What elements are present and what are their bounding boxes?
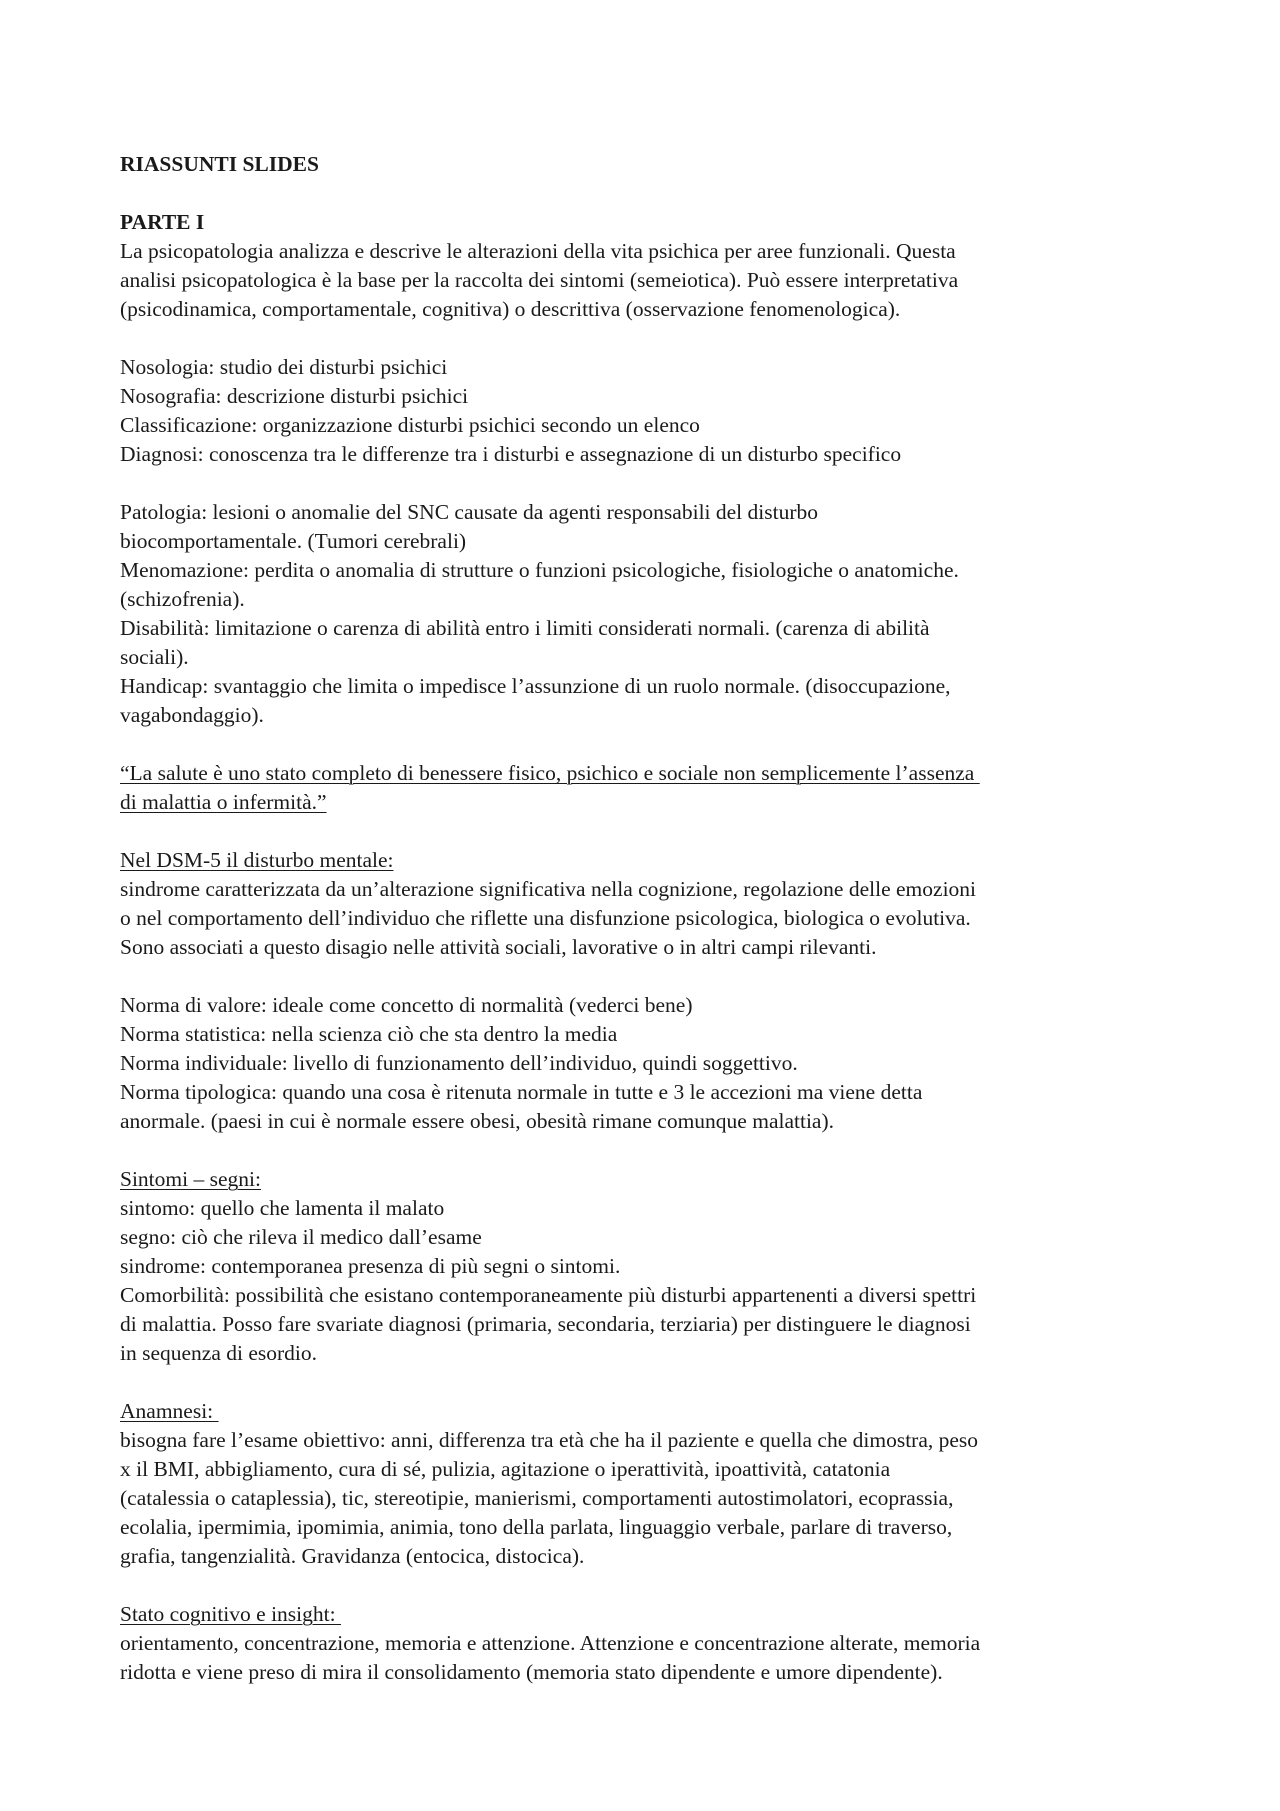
symptoms-heading: Sintomi – segni: xyxy=(120,1167,261,1191)
text-line: La psicopatologia analizza e descrive le alterazioni della vita psichica per aree funzionali. Questa xyxy=(120,239,956,263)
text-line: Norma tipologica: quando una cosa è ritenuta normale in tutte e 3 le accezioni ma viene detta xyxy=(120,1080,923,1104)
spacer xyxy=(120,1571,1180,1600)
text-line: sintomo: quello che lamenta il malato xyxy=(120,1196,445,1220)
text-line: o nel comportamento dell’individuo che riflette una disfunzione psicologica, biologica o evolutiva. xyxy=(120,906,971,930)
text-line: Norma statistica: nella scienza ciò che sta dentro la media xyxy=(120,1022,618,1046)
document-page xyxy=(120,150,1180,1687)
text-line: Handicap: svantaggio che limita o impedisce l’assunzione di un ruolo normale. (disoccupazione, xyxy=(120,674,951,698)
text-line: Disabilità: limitazione o carenza di abilità entro i limiti considerati normali. (carenza di abilità xyxy=(120,616,930,640)
text-line: anormale. (paesi in cui è normale essere obesi, obesità rimane comunque malattia). xyxy=(120,1109,835,1133)
text-line: (catalessia o cataplessia), tic, stereotipie, manierismi, comportamenti autostimolatori, ecoprassia, xyxy=(120,1486,954,1510)
text-line: sindrome caratterizzata da un’alterazione significativa nella cognizione, regolazione delle emozioni xyxy=(120,877,977,901)
spacer xyxy=(120,1368,1180,1397)
text-line: orientamento, concentrazione, memoria e attenzione. Attenzione e concentrazione alterate, memoria xyxy=(120,1631,981,1655)
text-line: Comorbilità: possibilità che esistano contemporaneamente più disturbi appartenenti a diversi spettri xyxy=(120,1283,977,1307)
quote-line: “La salute è uno stato completo di benessere fisico, psichico e sociale non semplicemente l’assenza xyxy=(120,761,980,785)
text-line: in sequenza di esordio. xyxy=(120,1341,318,1365)
dsm-paragraph xyxy=(120,875,1180,962)
part-heading: PARTE I xyxy=(120,210,205,234)
text-line: Menomazione: perdita o anomalia di strutture o funzioni psicologiche, fisiologiche o anatomiche. xyxy=(120,558,959,582)
spacer xyxy=(120,324,1180,353)
spacer xyxy=(120,179,1180,208)
spacer xyxy=(120,817,1180,846)
dsm-heading: Nel DSM-5 il disturbo mentale: xyxy=(120,848,394,872)
document-title: RIASSUNTI SLIDES xyxy=(120,152,319,176)
cognitive-paragraph xyxy=(120,1629,1180,1687)
text-line: Nosografia: descrizione disturbi psichici xyxy=(120,384,469,408)
text-line: vagabondaggio). xyxy=(120,703,264,727)
text-line: segno: ciò che rileva il medico dall’esame xyxy=(120,1225,482,1249)
spacer xyxy=(120,1136,1180,1165)
intro-paragraph xyxy=(120,237,1180,324)
text-line: (schizofrenia). xyxy=(120,587,245,611)
text-line: Patologia: lesioni o anomalie del SNC causate da agenti responsabili del disturbo xyxy=(120,500,819,524)
text-line: Norma di valore: ideale come concetto di normalità (vederci bene) xyxy=(120,993,693,1017)
spacer xyxy=(120,469,1180,498)
text-line: bisogna fare l’esame obiettivo: anni, differenza tra età che ha il paziente e quella che dimostra, peso xyxy=(120,1428,979,1452)
pathology-paragraph xyxy=(120,498,1180,730)
quote-paragraph xyxy=(120,759,1180,817)
anamnesis-heading: Anamnesi: xyxy=(120,1399,219,1423)
text-line: grafia, tangenzialità. Gravidanza (entocica, distocica). xyxy=(120,1544,585,1568)
text-line: analisi psicopatologica è la base per la raccolta dei sintomi (semeiotica). Può essere interpretativa xyxy=(120,268,959,292)
symptoms-paragraph xyxy=(120,1194,1180,1368)
text-line: ridotta e viene preso di mira il consolidamento (memoria stato dipendente e umore dipendente). xyxy=(120,1660,943,1684)
text-line: x il BMI, abbigliamento, cura di sé, pulizia, agitazione o iperattività, ipoattività, catatonia xyxy=(120,1457,891,1481)
text-line: Classificazione: organizzazione disturbi psichici secondo un elenco xyxy=(120,413,700,437)
quote-line: di malattia o infermità.” xyxy=(120,790,327,814)
cognitive-heading: Stato cognitivo e insight: xyxy=(120,1602,341,1626)
text-line: sociali). xyxy=(120,645,189,669)
norms-paragraph xyxy=(120,991,1180,1136)
spacer xyxy=(120,730,1180,759)
text-line: sindrome: contemporanea presenza di più segni o sintomi. xyxy=(120,1254,621,1278)
text-line: Nosologia: studio dei disturbi psichici xyxy=(120,355,448,379)
anamnesis-paragraph xyxy=(120,1426,1180,1571)
text-line: di malattia. Posso fare svariate diagnosi (primaria, secondaria, terziaria) per distinguere le diagnosi xyxy=(120,1312,971,1336)
text-line: (psicodinamica, comportamentale, cognitiva) o descrittiva (osservazione fenomenologica). xyxy=(120,297,901,321)
definitions-paragraph xyxy=(120,353,1180,469)
text-line: Sono associati a questo disagio nelle attività sociali, lavorative o in altri campi rilevanti. xyxy=(120,935,877,959)
text-line: Norma individuale: livello di funzionamento dell’individuo, quindi soggettivo. xyxy=(120,1051,798,1075)
text-line: ecolalia, ipermimia, ipomimia, animia, tono della parlata, linguaggio verbale, parlare di traverso, xyxy=(120,1515,953,1539)
text-line: Diagnosi: conoscenza tra le differenze tra i disturbi e assegnazione di un disturbo specifico xyxy=(120,442,902,466)
text-line: biocomportamentale. (Tumori cerebrali) xyxy=(120,529,467,553)
spacer xyxy=(120,962,1180,991)
